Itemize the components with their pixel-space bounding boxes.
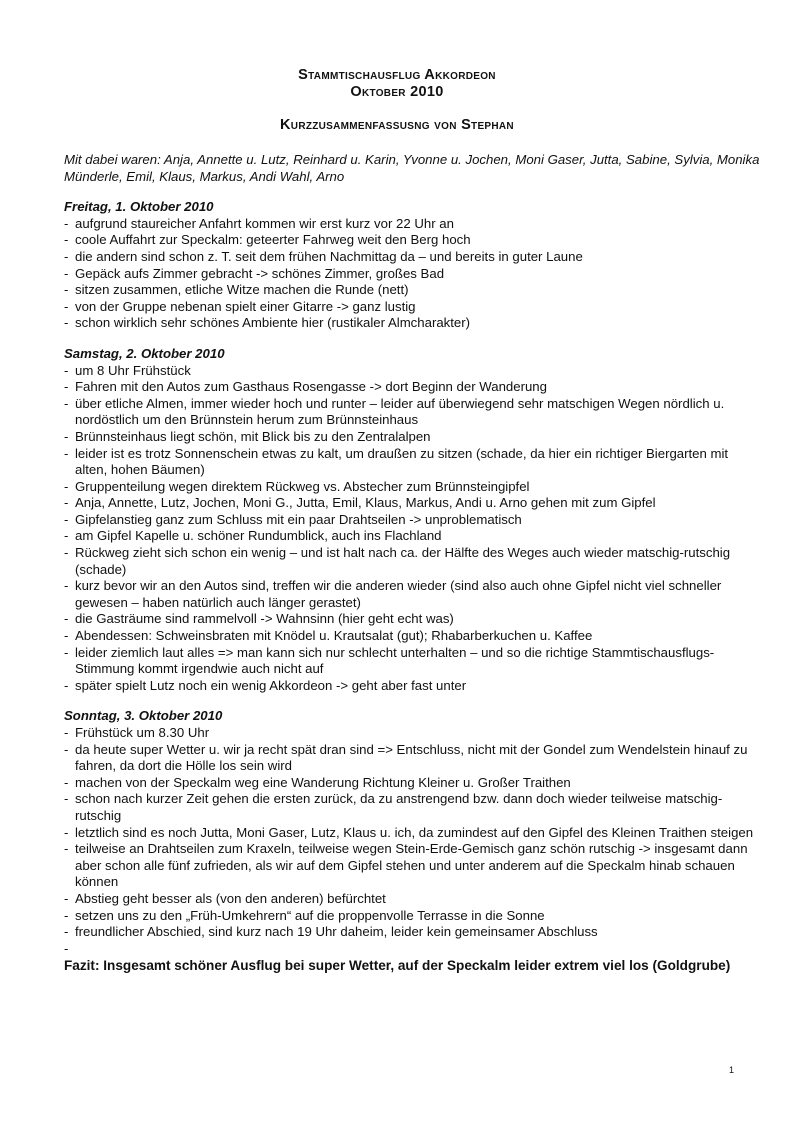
list-item: - Brünnsteinhaus liegt schön, mit Blick bis zu den Zentralalpen — [64, 429, 764, 446]
conclusion: Fazit: Insgesamt schöner Ausflug bei super Wetter, auf der Speckalm leider extrem viel los (Goldgrube) — [64, 958, 731, 974]
list-item: - Gruppenteilung wegen direktem Rückweg vs. Abstecher zum Brünnsteingipfel — [64, 479, 764, 496]
section-saturday — [64, 346, 764, 694]
section-title: Freitag, 1. Oktober 2010 — [64, 199, 214, 215]
list-item: - Fahren mit den Autos zum Gasthaus Rosengasse -> dort Beginn der Wanderung — [64, 379, 764, 396]
list-item: - aufgrund staureicher Anfahrt kommen wir erst kurz vor 22 Uhr an — [64, 216, 764, 233]
document-title-date: Oktober 2010 — [350, 84, 444, 100]
list-item: - setzen uns zu den „Früh-Umkehrern“ auf die proppenvolle Terrasse in die Sonne — [64, 908, 764, 925]
participants-intro: Mit dabei waren: Anja, Annette u. Lutz, Reinhard u. Karin, Yvonne u. Jochen, Moni Gaser, Jutta, Sabine, Sylvia, Monika Münderle, Emil, Klaus, Markus, Andi Wahl, Arno — [64, 152, 760, 184]
list-item: - um 8 Uhr Frühstück — [64, 363, 764, 380]
list-item: - kurz bevor wir an den Autos sind, treffen wir die anderen wieder (sind also auch ohne Gipfel nicht viel schneller gewesen – haben natürlich auch länger gerastet) — [64, 578, 764, 611]
list-item: - Abstieg geht besser als (von den anderen) befürchtet — [64, 891, 764, 908]
list-item: - letztlich sind es noch Jutta, Moni Gaser, Lutz, Klaus u. ich, da zumindest auf den Gipfel des Kleinen Traithen steigen — [64, 825, 764, 842]
section-sunday — [64, 708, 764, 957]
list-item: - coole Auffahrt zur Speckalm: geteerter Fahrweg weit den Berg hoch — [64, 232, 764, 249]
list-item: - Anja, Annette, Lutz, Jochen, Moni G., Jutta, Emil, Klaus, Markus, Andi u. Arno gehen mit zum Gipfel — [64, 495, 764, 512]
trailing-dash: - — [64, 940, 69, 956]
list-item: - Abendessen: Schweinsbraten mit Knödel u. Krautsalat (gut); Rhabarberkuchen u. Kaffee — [64, 628, 764, 645]
list-item: - die andern sind schon z. T. seit dem frühen Nachmittag da – und bereits in guter Laune — [64, 249, 764, 266]
list-item: - Frühstück um 8.30 Uhr — [64, 725, 764, 742]
list-item: - freundlicher Abschied, sind kurz nach 19 Uhr daheim, leider kein gemeinsamer Abschluss — [64, 924, 764, 941]
section-list — [64, 216, 764, 332]
section-title: Samstag, 2. Oktober 2010 — [64, 345, 225, 361]
list-item: - die Gasträume sind rammelvoll -> Wahnsinn (hier geht echt was) — [64, 611, 764, 628]
list-item: - leider ist es trotz Sonnenschein etwas zu kalt, um draußen zu sitzen (schade, da hier ein richtiger Biergarten mit alten, hohen Bäumen) — [64, 446, 764, 479]
list-item: - am Gipfel Kapelle u. schöner Rundumblick, auch ins Flachland — [64, 528, 764, 545]
section-list — [64, 363, 764, 695]
list-item: - später spielt Lutz noch ein wenig Akkordeon -> geht aber fast unter — [64, 678, 764, 695]
section-friday — [64, 199, 764, 332]
document-body — [64, 152, 764, 974]
document-subtitle: Kurzzusammenfassusng von Stephan — [280, 117, 514, 133]
list-item: - schon wirklich sehr schönes Ambiente hier (rustikaler Almcharakter) — [64, 315, 764, 332]
list-item: - über etliche Almen, immer wieder hoch und runter – leider auf überwiegend sehr matschigen Wegen nördlich u. nordöstlich um den Brünnstein herum zum Brünnsteinhaus — [64, 396, 764, 429]
list-item: - von der Gruppe nebenan spielt einer Gitarre -> ganz lustig — [64, 299, 764, 316]
list-item: - leider ziemlich laut alles => man kann sich nur schlecht unterhalten – und so die richtige Stammtischausflugs-Stimmung kommt irgendwie auch nicht auf — [64, 645, 764, 678]
list-item: - da heute super Wetter u. wir ja recht spät dran sind => Entschluss, nicht mit der Gondel zum Wendelstein hinauf zu fahren, da dort die Hölle los sein wird — [64, 742, 764, 775]
list-item: - Gepäck aufs Zimmer gebracht -> schönes Zimmer, großes Bad — [64, 266, 764, 283]
list-item: - Gipfelanstieg ganz zum Schluss mit ein paar Drahtseilen -> unproblematisch — [64, 512, 764, 529]
section-title: Sonntag, 3. Oktober 2010 — [64, 708, 223, 724]
document-title: Stammtischausflug Akkordeon — [298, 67, 496, 83]
list-item: - schon nach kurzer Zeit gehen die ersten zurück, da zu anstrengend bzw. dann doch wieder teilweise matschig-rutschig — [64, 791, 764, 824]
list-item: - Rückweg zieht sich schon ein wenig – und ist halt nach ca. der Hälfte des Weges auch wieder matschig-rutschig (schade) — [64, 545, 764, 578]
section-list — [64, 725, 764, 941]
list-item: - sitzen zusammen, etliche Witze machen die Runde (nett) — [64, 282, 764, 299]
list-item: - teilweise an Drahtseilen zum Kraxeln, teilweise wegen Stein-Erde-Gemisch ganz schön rutschig -> insgesamt dann aber schon alle fünf zufrieden, als wir auf dem Gipfel stehen und unter anderem auf die Speckalm hinab schauen können — [64, 841, 764, 891]
list-item: - machen von der Speckalm weg eine Wanderung Richtung Kleiner u. Großer Traithen — [64, 775, 764, 792]
page-number: 1 — [729, 1065, 735, 1075]
